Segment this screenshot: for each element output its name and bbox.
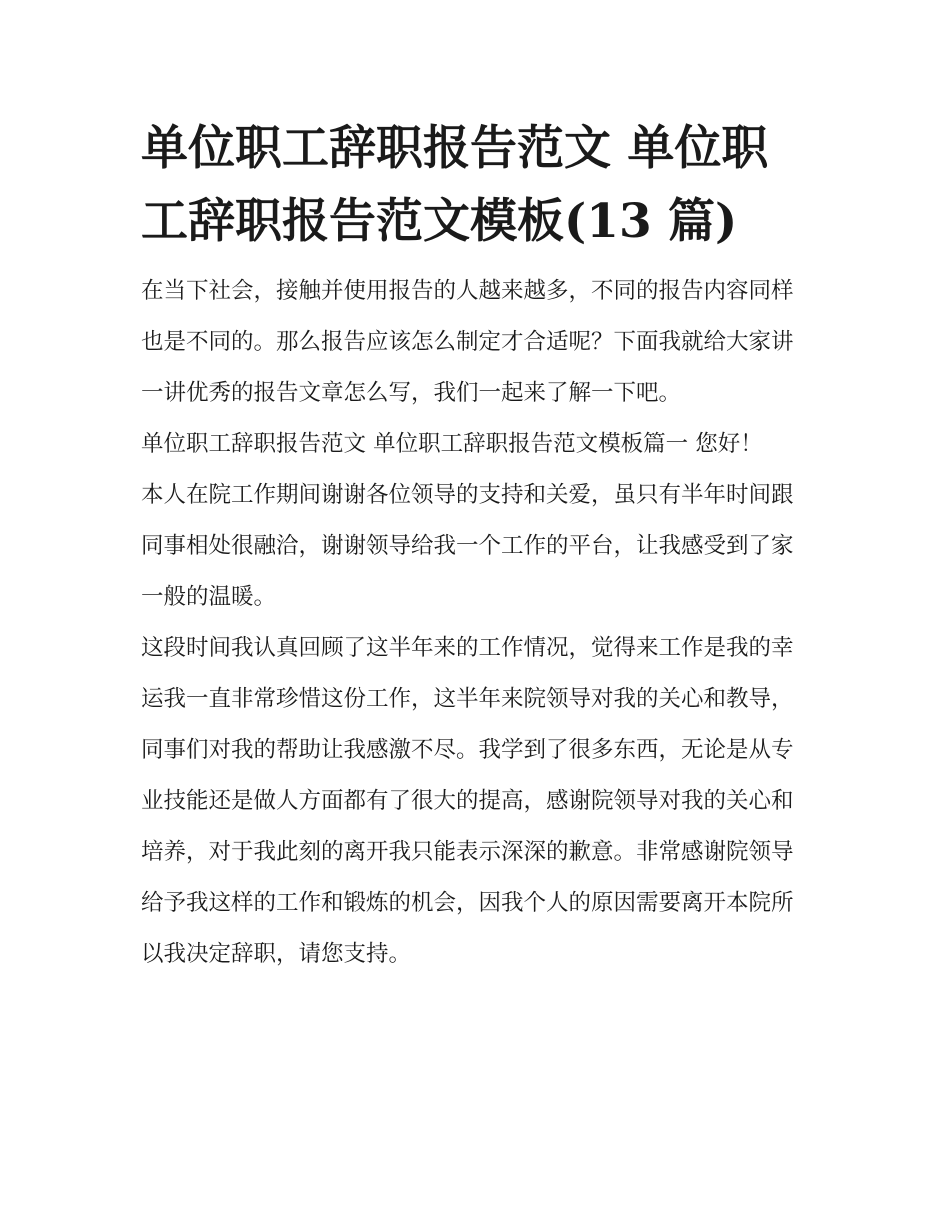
- document-title: 单位职工辞职报告范文 单位职工辞职报告范文模板(13 篇): [141, 121, 769, 249]
- intro-paragraph: 在当下社会，接触并使用报告的人越来越多，不同的报告内容同样也是不同的。那么报告应该怎么制定才合适呢？下面我就给大家讲一讲优秀的报告文章怎么写，我们一起来了解一下吧。: [141, 278, 794, 406]
- body-paragraph: 这段时间我认真回顾了这半年来的工作情况，觉得来工作是我的幸运我一直非常珍惜这份工作，这半年来院领导对我的关心和教导，同事们对我的帮助让我感激不尽。我学到了很多东西，无论是从专业技能还是做人方面都有了很大的提高，感谢院领导对我的关心和培养，对于我此刻的离开我只能表示深深的歉意。非常感谢院领导给予我这样的工作和锻炼的机会，因我个人的原因需要离开本院所以我决定辞职，请您支持。: [141, 635, 794, 967]
- section-heading-paragraph: 单位职工辞职报告范文 单位职工辞职报告范文模板篇一 您好！: [141, 431, 763, 457]
- body-paragraph: 本人在院工作期间谢谢各位领导的支持和关爱，虽只有半年时间跟同事相处很融洽，谢谢领导给我一个工作的平台，让我感受到了家一般的温暖。: [141, 482, 794, 610]
- document-page: [141, 112, 813, 980]
